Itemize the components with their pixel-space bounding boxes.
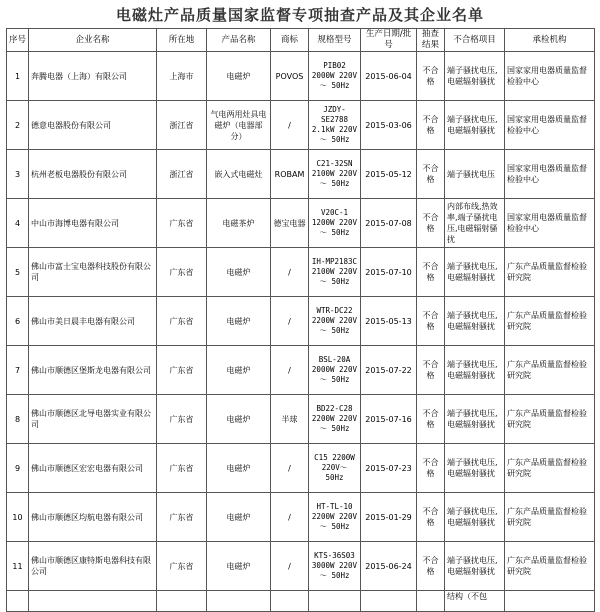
header-company: 企业名称 bbox=[29, 29, 157, 52]
cell-seq: 5 bbox=[7, 248, 29, 297]
cell-result: 不合格 bbox=[417, 493, 445, 542]
cell-seq: 11 bbox=[7, 542, 29, 591]
cell-agency: 广东产品质量监督检验研究院 bbox=[505, 542, 595, 591]
cell-company: 佛山市富士宝电器科技股份有限公司 bbox=[29, 248, 157, 297]
cell-model: BD22-C28 2200W 220V～ 50Hz bbox=[309, 395, 361, 444]
header-items: 不合格项目 bbox=[445, 29, 505, 52]
cell-model: V20C-1 1200W 220V～ 50Hz bbox=[309, 199, 361, 248]
cell-brand: 德宝电器 bbox=[271, 199, 309, 248]
cell-seq: 4 bbox=[7, 199, 29, 248]
cell-location: 广东省 bbox=[157, 542, 207, 591]
header-product: 产品名称 bbox=[207, 29, 271, 52]
cell-seq: 7 bbox=[7, 346, 29, 395]
table-row bbox=[7, 248, 595, 297]
table-body bbox=[7, 52, 595, 612]
cell-items: 结构（不包 bbox=[445, 591, 505, 612]
cell-model: WTR-DC22 2200W 220V～ 50Hz bbox=[309, 297, 361, 346]
cell-product: 电磁炉 bbox=[207, 444, 271, 493]
cell-agency: 广东产品质量监督检验研究院 bbox=[505, 493, 595, 542]
cell-product: 电磁炉 bbox=[207, 346, 271, 395]
table-row bbox=[7, 444, 595, 493]
document-title: 电磁灶产品质量国家监督专项抽查产品及其企业名单 bbox=[115, 6, 484, 24]
cell-model: BSL-20A 2000W 220V～ 50Hz bbox=[309, 346, 361, 395]
cell-company: 奔腾电器（上海）有限公司 bbox=[29, 52, 157, 101]
cell-model: KTS-36S03 3000W 220V～ 50Hz bbox=[309, 542, 361, 591]
cell-result: 不合格 bbox=[417, 52, 445, 101]
cell-product: 电磁炉 bbox=[207, 248, 271, 297]
cell-location: 广东省 bbox=[157, 297, 207, 346]
cell-brand: / bbox=[271, 101, 309, 150]
cell-brand: / bbox=[271, 248, 309, 297]
cell-items: 端子骚扰电压,电磁辐射骚扰 bbox=[445, 444, 505, 493]
cell-location: 浙江省 bbox=[157, 150, 207, 199]
cell-agency: 国家家用电器质量监督检验中心 bbox=[505, 150, 595, 199]
cell-model: HT-TL-10 2200W 220V～ 50Hz bbox=[309, 493, 361, 542]
cell-items: 端子骚扰电压,电磁辐射骚扰 bbox=[445, 493, 505, 542]
header-location: 所在地 bbox=[157, 29, 207, 52]
cell-product: 电磁茶炉 bbox=[207, 199, 271, 248]
cell-location: 广东省 bbox=[157, 493, 207, 542]
cell-items: 端子骚扰电压,电磁辐射骚扰 bbox=[445, 346, 505, 395]
cell-location: 广东省 bbox=[157, 199, 207, 248]
cell-agency: 国家家用电器质量监督检验中心 bbox=[505, 199, 595, 248]
cell-items: 端子骚扰电压,电磁辐射骚扰 bbox=[445, 297, 505, 346]
cell-agency: 国家家用电器质量监督检验中心 bbox=[505, 52, 595, 101]
cell-agency: 广东产品质量监督检验研究院 bbox=[505, 297, 595, 346]
cell-seq: 3 bbox=[7, 150, 29, 199]
cell-brand: ROBAM bbox=[271, 150, 309, 199]
cell-date: 2015-07-08 bbox=[361, 199, 417, 248]
cell-seq: 8 bbox=[7, 395, 29, 444]
cell-model: JZDY-SE2788 2.1kW 220V～ 50Hz bbox=[309, 101, 361, 150]
cell-product: 电磁炉 bbox=[207, 493, 271, 542]
cell-result: 不合格 bbox=[417, 297, 445, 346]
cell-items: 端子骚扰电压,电磁辐射骚扰 bbox=[445, 248, 505, 297]
cell-brand: / bbox=[271, 346, 309, 395]
table-row bbox=[7, 542, 595, 591]
cell-items: 端子骚扰电压,电磁辐射骚扰 bbox=[445, 542, 505, 591]
header-model: 规格型号 bbox=[309, 29, 361, 52]
cell-date: 2015-07-10 bbox=[361, 248, 417, 297]
cell-product: 嵌入式电磁灶 bbox=[207, 150, 271, 199]
cell-items: 内部布线,热效率,端子骚扰电压,电磁辐射骚扰 bbox=[445, 199, 505, 248]
cell-date: 2015-07-22 bbox=[361, 346, 417, 395]
cell-brand: / bbox=[271, 493, 309, 542]
table-row bbox=[7, 297, 595, 346]
cell-model: IH-MP2183C 2100W 220V～ 50Hz bbox=[309, 248, 361, 297]
cell-result: 不合格 bbox=[417, 199, 445, 248]
cell-company: 德意电器股份有限公司 bbox=[29, 101, 157, 150]
header-brand: 商标 bbox=[271, 29, 309, 52]
cell-result: 不合格 bbox=[417, 542, 445, 591]
table-row bbox=[7, 101, 595, 150]
cell-seq: 9 bbox=[7, 444, 29, 493]
table-row bbox=[7, 346, 595, 395]
cell-company: 佛山市顺德区均航电器有限公司 bbox=[29, 493, 157, 542]
table-row bbox=[7, 395, 595, 444]
cell-company: 佛山市顺德区北导电器实业有限公司 bbox=[29, 395, 157, 444]
cell-location: 广东省 bbox=[157, 248, 207, 297]
cell-location: 浙江省 bbox=[157, 101, 207, 150]
table-row bbox=[7, 52, 595, 101]
cell-result: 不合格 bbox=[417, 150, 445, 199]
cell-agency: 国家家用电器质量监督检验中心 bbox=[505, 101, 595, 150]
cell-product: 气电两用灶具电磁炉（电器部分） bbox=[207, 101, 271, 150]
cell-date: 2015-05-12 bbox=[361, 150, 417, 199]
cell-brand: POVOS bbox=[271, 52, 309, 101]
cell-date: 2015-07-23 bbox=[361, 444, 417, 493]
cell-date: 2015-07-16 bbox=[361, 395, 417, 444]
cell-items: 端子骚扰电压 bbox=[445, 150, 505, 199]
cell-result: 不合格 bbox=[417, 346, 445, 395]
cell-location: 广东省 bbox=[157, 395, 207, 444]
header-result: 抽查结果 bbox=[417, 29, 445, 52]
cell-brand: / bbox=[271, 297, 309, 346]
cell-result: 不合格 bbox=[417, 444, 445, 493]
cell-seq: 2 bbox=[7, 101, 29, 150]
cell-product: 电磁炉 bbox=[207, 542, 271, 591]
cell-company: 佛山市美日晨丰电器有限公司 bbox=[29, 297, 157, 346]
header-row bbox=[7, 29, 595, 52]
table-row bbox=[7, 150, 595, 199]
cell-result: 不合格 bbox=[417, 101, 445, 150]
cell-brand: / bbox=[271, 444, 309, 493]
cell-company: 佛山市顺德区宏宏电器有限公司 bbox=[29, 444, 157, 493]
cell-company: 佛山市顺德区堡斯龙电器有限公司 bbox=[29, 346, 157, 395]
cell-date: 2015-01-29 bbox=[361, 493, 417, 542]
cell-product: 电磁炉 bbox=[207, 52, 271, 101]
header-agency: 承检机构 bbox=[505, 29, 595, 52]
cell-product: 电磁炉 bbox=[207, 395, 271, 444]
table-row-partial bbox=[7, 591, 595, 612]
cell-location: 广东省 bbox=[157, 346, 207, 395]
cell-brand: / bbox=[271, 542, 309, 591]
cell-seq: 10 bbox=[7, 493, 29, 542]
cell-agency: 广东产品质量监督检验研究院 bbox=[505, 346, 595, 395]
cell-date: 2015-03-06 bbox=[361, 101, 417, 150]
cell-company: 杭州老板电器股份有限公司 bbox=[29, 150, 157, 199]
cell-agency: 广东产品质量监督检验研究院 bbox=[505, 444, 595, 493]
cell-location: 广东省 bbox=[157, 444, 207, 493]
table-row bbox=[7, 493, 595, 542]
product-table bbox=[6, 28, 595, 612]
cell-date: 2015-06-04 bbox=[361, 52, 417, 101]
cell-seq: 6 bbox=[7, 297, 29, 346]
cell-date: 2015-05-13 bbox=[361, 297, 417, 346]
cell-seq: 1 bbox=[7, 52, 29, 101]
cell-model: C15 2200W 220V～ 50Hz bbox=[309, 444, 361, 493]
header-date: 生产日期/批号 bbox=[361, 29, 417, 52]
cell-date: 2015-06-24 bbox=[361, 542, 417, 591]
cell-items: 端子骚扰电压,电磁辐射骚扰 bbox=[445, 395, 505, 444]
cell-company: 佛山市顺德区康特斯电器科技有限公司 bbox=[29, 542, 157, 591]
cell-agency: 广东产品质量监督检验研究院 bbox=[505, 248, 595, 297]
cell-model: PIB02 2000W 220V～ 50Hz bbox=[309, 52, 361, 101]
cell-product: 电磁炉 bbox=[207, 297, 271, 346]
cell-result: 不合格 bbox=[417, 395, 445, 444]
cell-items: 端子骚扰电压,电磁辐射骚扰 bbox=[445, 52, 505, 101]
cell-agency: 广东产品质量监督检验研究院 bbox=[505, 395, 595, 444]
table-row bbox=[7, 199, 595, 248]
cell-location: 上海市 bbox=[157, 52, 207, 101]
cell-model: C21-32SN 2100W 220V～ 50Hz bbox=[309, 150, 361, 199]
cell-items: 端子骚扰电压,电磁辐射骚扰 bbox=[445, 101, 505, 150]
cell-company: 中山市海博电器有限公司 bbox=[29, 199, 157, 248]
cell-brand: 半球 bbox=[271, 395, 309, 444]
cell-result: 不合格 bbox=[417, 248, 445, 297]
header-seq: 序号 bbox=[7, 29, 29, 52]
